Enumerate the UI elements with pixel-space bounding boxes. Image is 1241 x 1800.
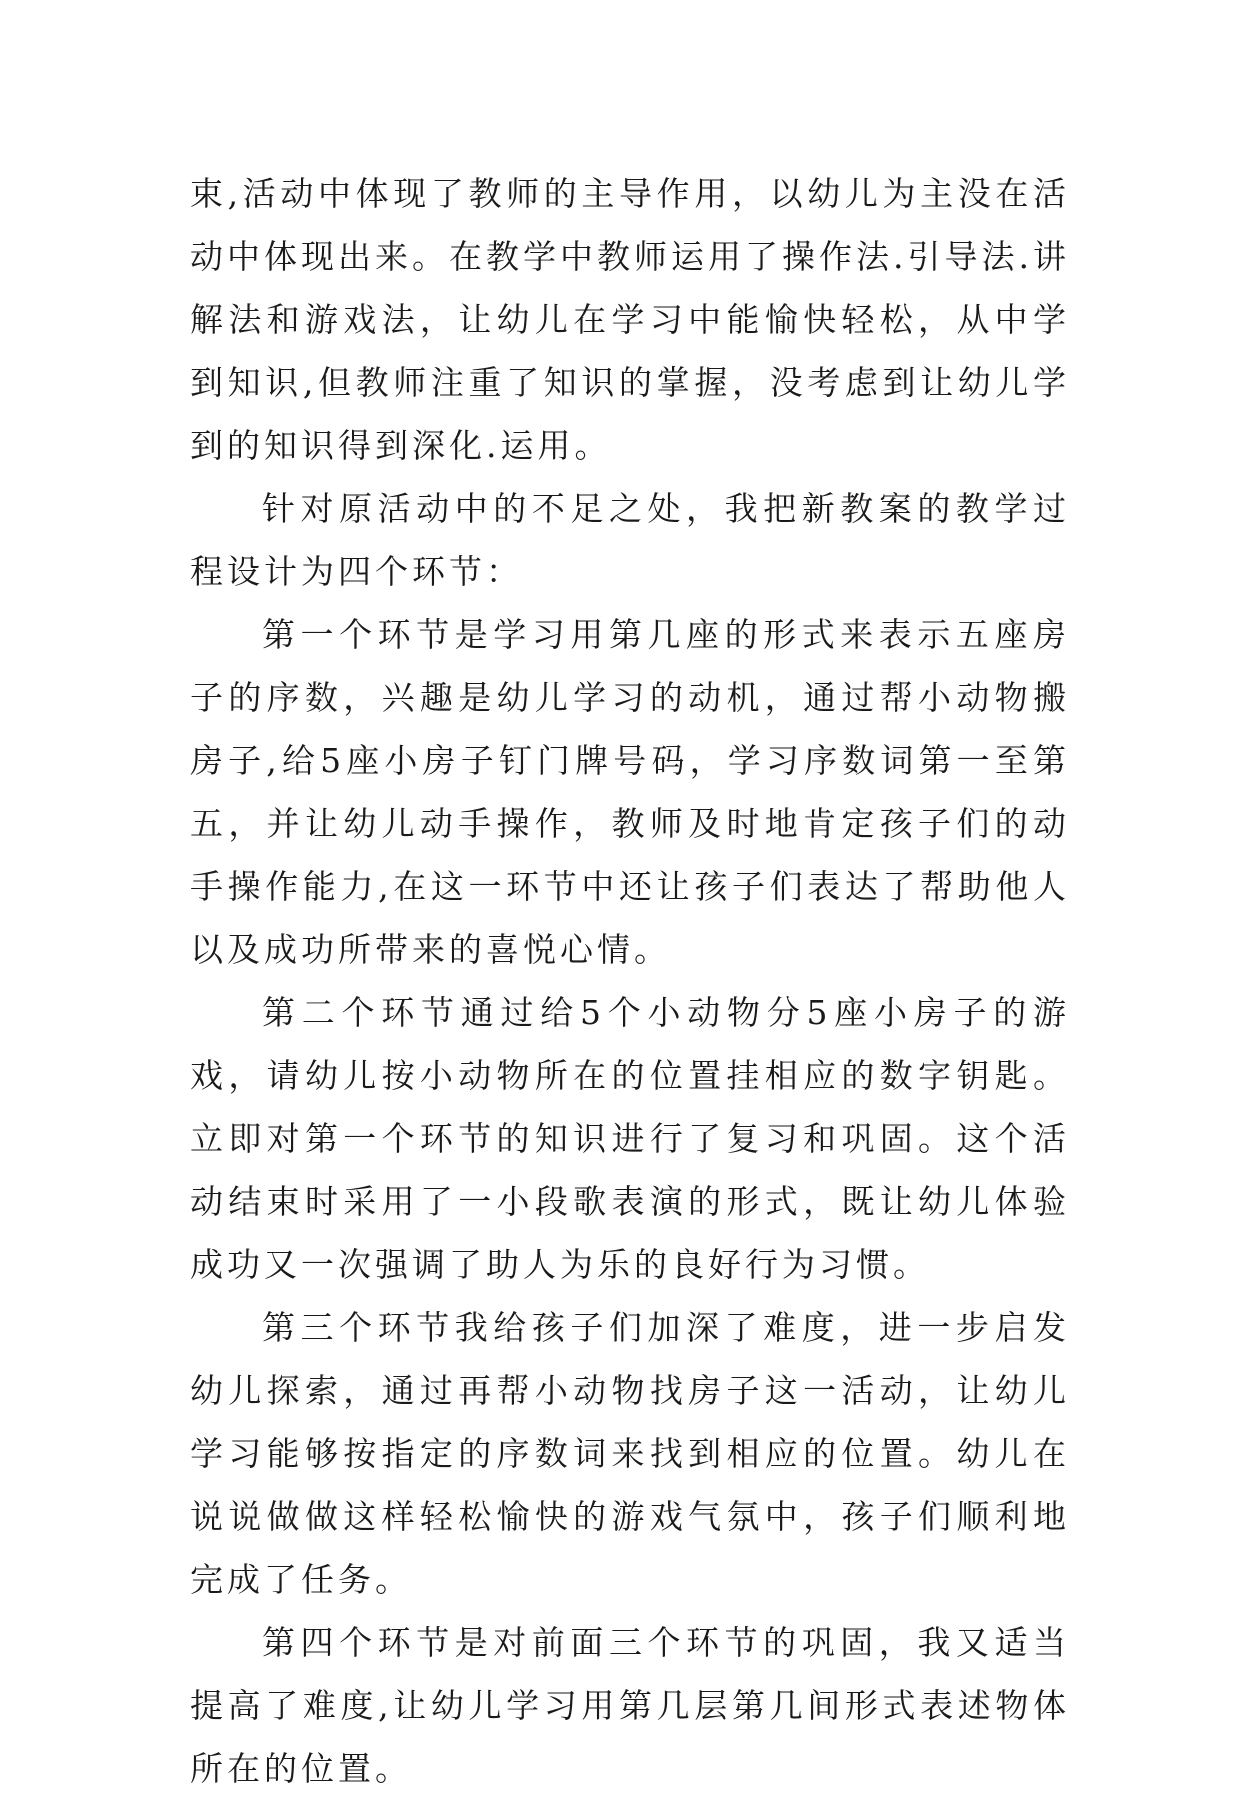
paragraph-2: 针对原活动中的不足之处，我把新教案的教学过程设计为四个环节： (190, 489, 1070, 591)
document-body (190, 162, 1070, 1800)
paragraph-1: 束,活动中体现了教师的主导作用，以幼儿为主没在活动中体现出来。在教学中教师运用了操作法.引导法.讲解法和游戏法，让幼儿在学习中能愉快轻松，从中学到知识,但教师注重了知识的掌握，没考虑到让幼儿学到的知识得到深化.运用。 (190, 174, 1070, 465)
paragraph-3: 第一个环节是学习用第几座的形式来表示五座房子的序数，兴趣是幼儿学习的动机，通过帮小动物搬房子,给5座小房子钉门牌号码，学习序数词第一至第五，并让幼儿动手操作，教师及时地肯定孩子们的动手操作能力,在这一环节中还让孩子们表达了帮助他人以及成功所带来的喜悦心情。 (190, 615, 1070, 969)
paragraph-6: 第四个环节是对前面三个环节的巩固，我又适当提高了难度,让幼儿学习用第几层第几间形式表述物体所在的位置。 (190, 1623, 1070, 1788)
paragraph-5: 第三个环节我给孩子们加深了难度，进一步启发幼儿探索，通过再帮小动物找房子这一活动，让幼儿学习能够按指定的序数词来找到相应的位置。幼儿在说说做做这样轻松愉快的游戏气氛中，孩子们顺利地完成了任务。 (190, 1308, 1070, 1599)
paragraph-4: 第二个环节通过给5个小动物分5座小房子的游戏，请幼儿按小动物所在的位置挂相应的数字钥匙。立即对第一个环节的知识进行了复习和巩固。这个活动结束时采用了一小段歌表演的形式，既让幼儿体验成功又一次强调了助人为乐的良好行为习惯。 (190, 993, 1070, 1284)
